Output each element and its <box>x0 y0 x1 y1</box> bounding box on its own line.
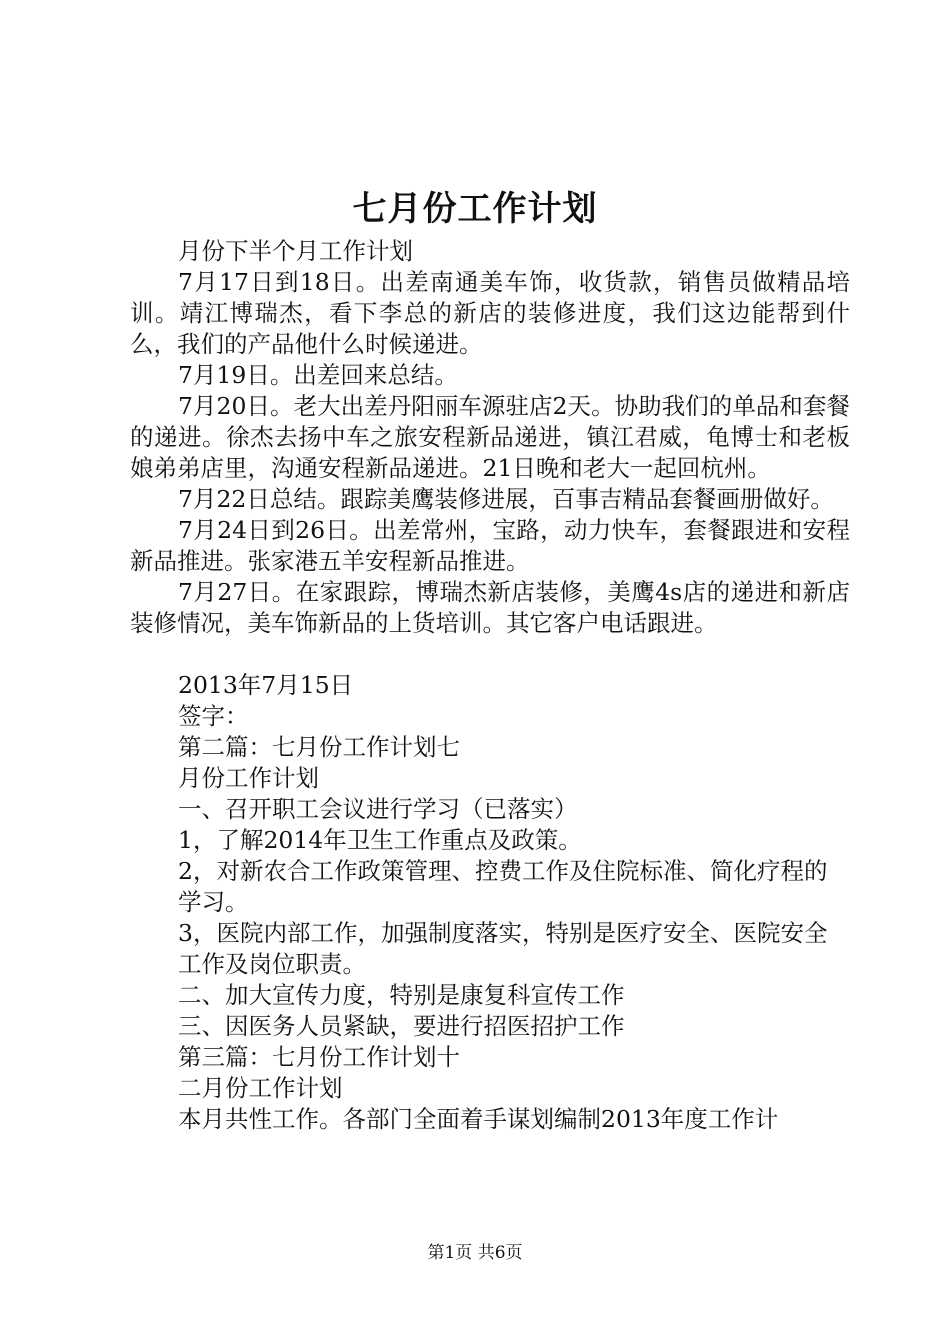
document-body <box>130 236 850 1135</box>
paragraph-subtitle: 月份下半个月工作计划 <box>178 237 413 265</box>
date-line: 2013年7月15日 <box>178 671 354 699</box>
paragraph-jul24: 7月24日到26日。出差常州，宝路，动力快车，套餐跟进和安程新品推进。张家港五羊安程新品推进。 <box>130 516 850 575</box>
section2-item-1-1: 1，了解2014年卫生工作重点及政策。 <box>178 826 582 854</box>
section2-item-1: 一、召开职工会议进行学习（已落实） <box>178 795 578 823</box>
section2-heading-cont: 月份工作计划 <box>178 764 319 792</box>
section2-item-1-3: 3，医院内部工作，加强制度落实，特别是医疗安全、医院安全工作及岗位职责。 <box>178 919 828 978</box>
section3-first-line: 本月共性工作。各部门全面着手谋划编制2013年度工作计 <box>178 1105 779 1133</box>
section2-heading: 第二篇：七月份工作计划七 <box>178 733 460 761</box>
paragraph-jul22: 7月22日总结。跟踪美鹰装修进展，百事吉精品套餐画册做好。 <box>178 485 834 513</box>
section2-item-3: 三、因医务人员紧缺，要进行招医招护工作 <box>178 1012 625 1040</box>
blank-line <box>130 639 850 670</box>
page-footer: 第1页 共6页 <box>427 1243 523 1263</box>
paragraph-jul17: 7月17日到18日。出差南通美车饰，收货款，销售员做精品培训。靖江博瑞杰，看下李总的新店的装修进度，我们这边能帮到什么，我们的产品他什么时候递进。 <box>130 268 850 358</box>
paragraph-jul19: 7月19日。出差回来总结。 <box>178 361 458 389</box>
section3-heading-cont: 二月份工作计划 <box>178 1074 343 1102</box>
paragraph-jul27: 7月27日。在家跟踪，博瑞杰新店装修，美鹰4s店的递进和新店装修情况，美车饰新品的上货培训。其它客户电话跟进。 <box>130 578 850 637</box>
section2-item-1-2: 2，对新农合工作政策管理、控费工作及住院标准、简化疗程的学习。 <box>178 857 828 916</box>
section2-item-2: 二、加大宣传力度，特别是康复科宣传工作 <box>178 981 625 1009</box>
paragraph-jul20: 7月20日。老大出差丹阳丽车源驻店2天。协助我们的单品和套餐的递进。徐杰去扬中车之旅安程新品递进，镇江君威，龟博士和老板娘弟弟店里，沟通安程新品递进。21日晚和老大一起回杭州。 <box>130 392 850 482</box>
document-title: 七月份工作计划 <box>352 189 598 229</box>
section3-heading: 第三篇：七月份工作计划十 <box>178 1043 460 1071</box>
signature-label: 签字： <box>178 702 249 730</box>
